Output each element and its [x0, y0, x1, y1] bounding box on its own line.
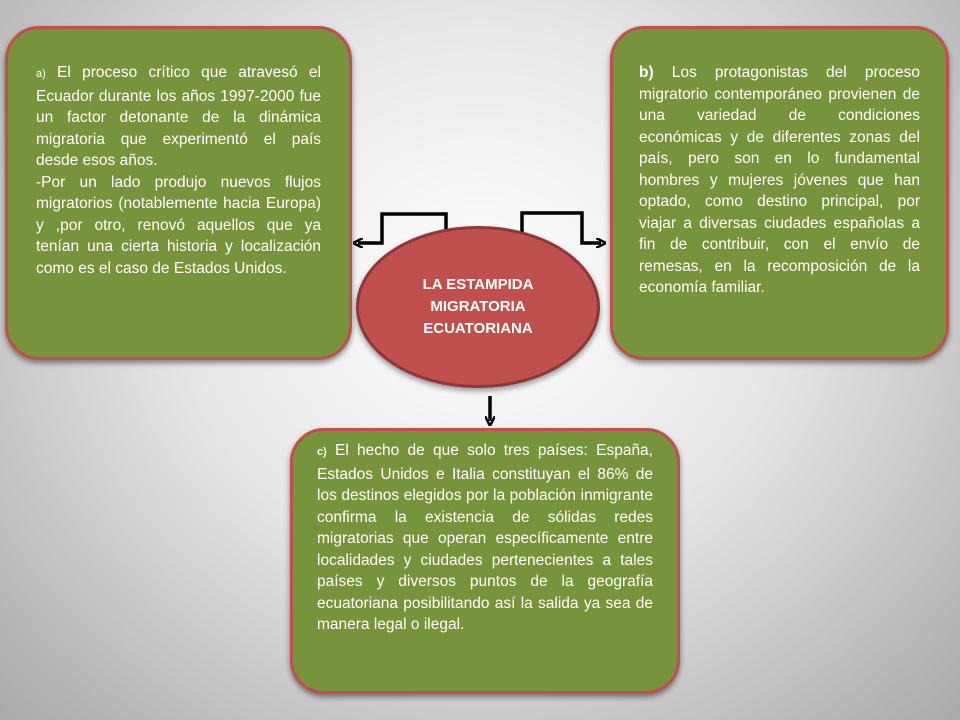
box-b	[610, 26, 949, 360]
box-a-label: a)	[36, 68, 46, 80]
box-c	[290, 428, 680, 694]
center-title: LA ESTAMPIDA MIGRATORIA ECUATORIANA	[422, 276, 534, 337]
box-a-text-2: -Por un lado produjo nuevos flujos migratorios (notablemente hacia Europa) y ,por otro, renovó aquellos que ya tenían una cierta historia y localización como es el caso de Estados Unidos.	[36, 173, 321, 277]
box-a-paragraph-1	[36, 62, 321, 172]
center-ellipse	[356, 226, 600, 388]
box-b-label: b)	[639, 64, 654, 81]
box-c-paragraph	[317, 440, 653, 636]
box-b-paragraph	[639, 62, 920, 299]
box-a	[5, 26, 352, 360]
box-c-label: c)	[317, 446, 327, 458]
box-b-text: Los protagonistas del proceso migratorio contemporáneo provienen de una variedad de condiciones económicas y de diferentes zonas del país, pero son en lo fundamental hombres y mujeres jóvenes que han optado, como destino principal, por viajar a diversas ciudades españolas a fin de contribuir, con el envío de remesas, en la recomposición de la economía familiar.	[639, 64, 920, 296]
box-a-text-1: El proceso crítico que atravesó el Ecuador durante los años 1997-2000 fue un factor detonante de la dinámica migratoria que experimentó el país desde esos años.	[36, 64, 321, 169]
box-c-text: El hecho de que solo tres países: España, Estados Unidos e Italia constituyan el 86% de los destinos elegidos por la población inmigrante confirma la existencia de sólidas redes migratorias que operan específicamente entre localidades y ciudades pertenecientes a tales países y diversos puntos de la geografía ecuatoriana posibilitando así la salida ya sea de manera legal o ilegal.	[317, 442, 653, 633]
